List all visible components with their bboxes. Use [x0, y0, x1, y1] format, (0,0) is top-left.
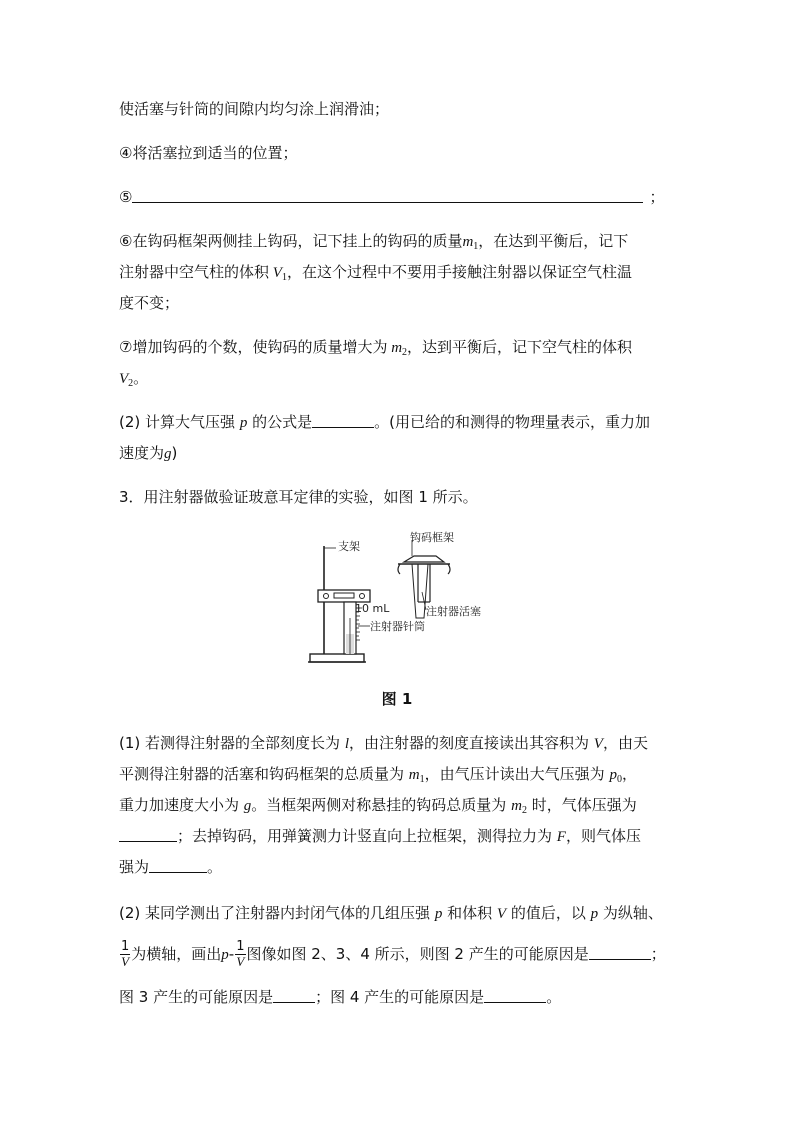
symbol-g: g [164, 446, 172, 462]
text: ；图 4 产生的可能原因是 [315, 988, 485, 1006]
sub-1-line-2 [119, 764, 637, 790]
text: ，由气压计读出大气压强为 [424, 765, 605, 783]
text: 注射器中空气柱的体积 [119, 263, 270, 281]
sub-2-line-3 [119, 987, 561, 1007]
step-7-line-1 [119, 337, 632, 363]
text: 强为 [119, 858, 150, 876]
text: ， [621, 765, 637, 783]
step-7-line-2 [119, 368, 148, 394]
text: 。(用已给的和测得的物理量表示，重力加 [374, 413, 650, 431]
answer-blank[interactable] [589, 945, 651, 960]
text: 图 3 产生的可能原因是 [119, 988, 274, 1006]
text: 时，气体压强为 [531, 796, 637, 814]
text: ，则气体压 [565, 827, 641, 845]
symbol-v: V [496, 906, 507, 922]
text: 。 [207, 858, 223, 876]
label-10ml: 10 mL [355, 602, 390, 615]
sub-2-line-1 [119, 903, 663, 924]
text: 。 [546, 988, 562, 1006]
figure-1-caption: 图 1 [381, 690, 413, 708]
text: ⑥在钩码框架两侧挂上钩码，记下挂上的钩码的质量 [119, 232, 463, 250]
sub-2-line-2 [119, 940, 666, 969]
step-number: ⑤ [119, 188, 133, 206]
text: 度不变； [119, 294, 180, 312]
answer-blank[interactable] [273, 988, 315, 1003]
symbol-m1: $m_1$ [408, 767, 425, 785]
question-2-line-1 [119, 412, 650, 433]
paragraph-text: 使活塞与针筒的间隙内均匀涂上润滑油； [119, 100, 390, 118]
answer-blank[interactable] [132, 188, 643, 203]
text: 图像如图 2、3、4 所示，则图 2 产生的可能原因是 [246, 945, 589, 963]
sub-1-line-3 [119, 795, 637, 821]
fraction-one-over-v: $\frac{1}{V}$ [121, 939, 130, 969]
figure-1-apparatus [300, 526, 500, 671]
sub-1-line-1 [119, 733, 648, 754]
text: 的值后，以 [510, 904, 586, 922]
text: 为纵轴、 [602, 904, 663, 922]
text: ；去掉钩码，用弹簧测力计竖直向上拉框架，测得拉力为 [177, 827, 553, 845]
text: ，由天 [602, 734, 648, 752]
symbol-m2: $m_2$ [511, 798, 527, 816]
text: ) [171, 444, 178, 462]
step-5 [119, 187, 664, 207]
symbol-v2: $V_2$ [119, 371, 134, 389]
symbol-g: g [243, 798, 252, 814]
symbol-p: p [239, 415, 248, 431]
paragraph-text: ④将活塞拉到适当的位置； [119, 144, 298, 162]
step-3-continuation [119, 99, 389, 119]
label-stand: 支架 [338, 540, 360, 553]
fraction-one-over-v: $\frac{1}{V}$ [236, 939, 245, 969]
symbol-f: F [556, 829, 566, 845]
question-3-title [119, 487, 478, 507]
sub-1-line-5 [119, 857, 222, 877]
label-piston: 注射器活塞 [426, 605, 481, 618]
text: 为横轴，画出 [131, 945, 222, 963]
text: 和体积 [447, 904, 493, 922]
step-6-line-2 [119, 262, 632, 288]
text: 速度为 [119, 444, 165, 462]
step-6-line-1 [119, 231, 628, 257]
symbol-p0: $p_0$ [609, 767, 622, 785]
text: ，由注射器的刻度直接读出其容积为 [348, 734, 589, 752]
text: 重力加速度大小为 [119, 796, 240, 814]
answer-blank[interactable] [119, 827, 177, 842]
symbol-m1: $m_1$ [462, 234, 479, 252]
question-2-line-2 [119, 443, 177, 464]
answer-blank[interactable] [149, 858, 207, 873]
text: 。 [133, 369, 149, 387]
text: ； [650, 945, 666, 963]
stand-base [310, 654, 364, 662]
text: (1) 若测得注射器的全部刻度长为 [119, 734, 341, 752]
text: ，达到平衡后，记下空气柱的体积 [407, 338, 633, 356]
text: ⑦增加钩码的个数，使钩码的质量增大为 [119, 338, 388, 356]
symbol-p: p [221, 947, 229, 963]
symbol-m2: $m_2$ [391, 340, 408, 358]
symbol-p: p [590, 906, 599, 922]
text: 。当框架两侧对称悬挂的钩码总质量为 [251, 796, 507, 814]
symbol-v1: $V_1$ [272, 265, 287, 283]
symbol-l: l [344, 736, 349, 752]
text: (2) 计算大气压强 [119, 413, 236, 431]
text: 3．用注射器做验证玻意耳定律的实验，如图 1 所示。 [119, 488, 478, 506]
label-barrel: 注射器针筒 [370, 620, 425, 633]
step-6-line-3 [119, 293, 179, 313]
text: 的公式是 [252, 413, 313, 431]
text: ，在这个过程中不要用手接触注射器以保证空气柱温 [286, 263, 632, 281]
symbol-v: V [593, 736, 603, 752]
symbol-p: p [434, 906, 443, 922]
step-4 [119, 143, 297, 163]
text: - [228, 945, 235, 963]
text: ，在达到平衡后，记下 [478, 232, 629, 250]
sub-1-line-4 [119, 826, 641, 847]
text: 平测得注射器的活塞和钩码框架的总质量为 [119, 765, 405, 783]
answer-blank[interactable] [312, 413, 374, 428]
label-hook-frame: 钩码框架 [410, 531, 454, 544]
punctuation: ； [649, 188, 665, 206]
text: (2) 某同学测出了注射器内封闭气体的几组压强 [119, 904, 431, 922]
answer-blank[interactable] [484, 988, 546, 1003]
